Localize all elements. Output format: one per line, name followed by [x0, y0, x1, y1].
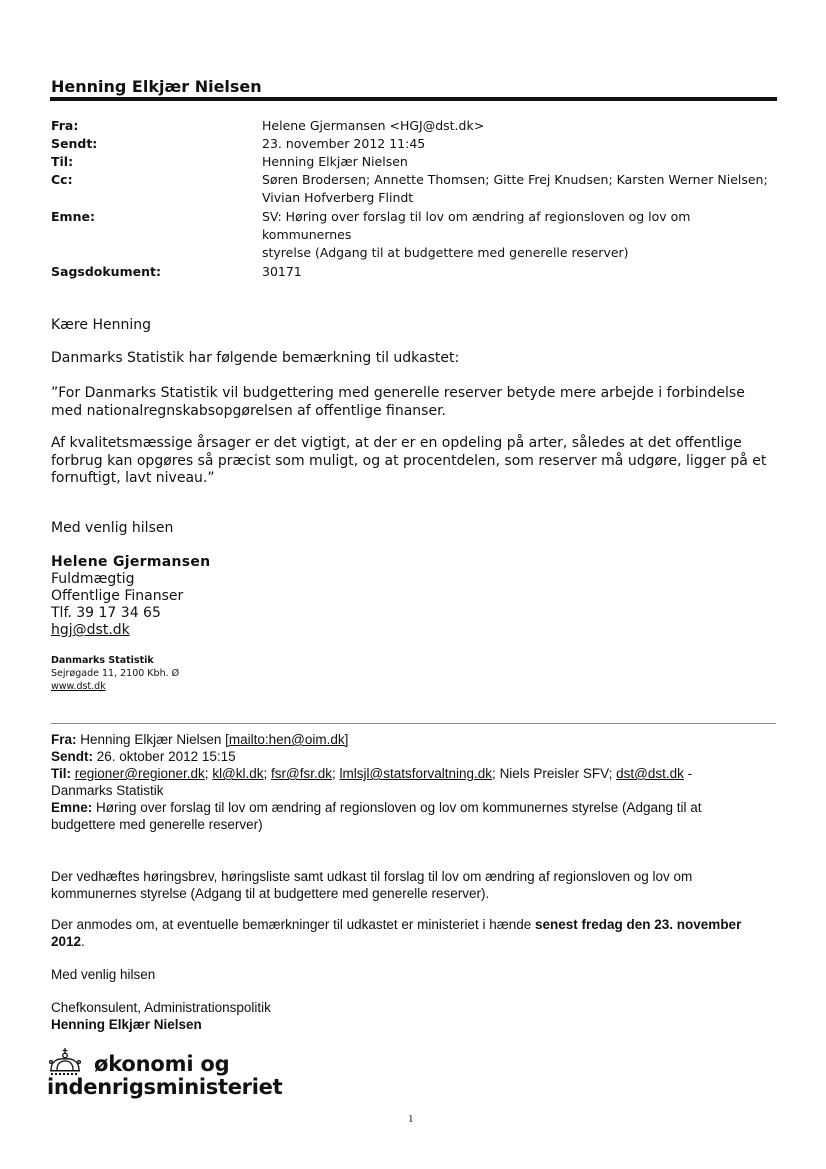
quote-2-line-3: fornuftigt, lavt niveau.”: [51, 470, 215, 486]
forward-body-paragraph-1: [51, 868, 776, 902]
recipient-header-name: Henning Elkjær Nielsen: [51, 77, 262, 96]
cc-label: Cc:: [51, 172, 73, 187]
crown-icon: [47, 1046, 83, 1076]
forward-closing: Med venlig hilsen: [51, 967, 156, 982]
forward-from-mailto-link[interactable]: [mailto:hen@oim.dk]: [225, 732, 349, 747]
signature-department: Offentlige Finanser: [51, 588, 184, 604]
to-statsforvaltning-link[interactable]: lmlsjl@statsforvaltning.dk: [339, 766, 493, 781]
cc-value: [262, 171, 782, 207]
forward-sent-value: 26. oktober 2012 15:15: [96, 749, 236, 764]
forward-from: [51, 731, 776, 748]
quote-2-line-2: forbrug kan opgøres så præcist som muligt, og at procentdelen, som reserver må udgøre, ligger på et: [51, 452, 767, 469]
forward-from-label: Fra:: [51, 732, 77, 747]
cc-line-2: Vivian Hofverberg Flindt: [262, 190, 414, 205]
sent-value: 23. november 2012 11:45: [262, 136, 426, 151]
to-regioner-link[interactable]: regioner@regioner.dk: [74, 766, 205, 781]
forward-from-name: Henning Elkjær Nielsen: [80, 732, 222, 747]
signature-name: Helene Gjermansen: [51, 554, 211, 570]
quote-1-line-2: med nationalregnskabsopgørelsen af offentlige finanser.: [51, 402, 446, 419]
forward-body-paragraph-2: Der anmodes om, at eventuelle bemærkninger til udkastet er ministeriet i hænde senest fredag den 23. november 2012.: [51, 917, 742, 949]
to-value: Henning Elkjær Nielsen: [262, 154, 408, 169]
forward-subject: [51, 799, 776, 833]
subject-line-1: SV: Høring over forslag til lov om ændring af regionsloven og lov om kommunernes: [262, 209, 691, 242]
cc-line-1: Søren Brodersen; Annette Thomsen; Gitte Frej Knudsen; Karsten Werner Nielsen;: [262, 172, 768, 187]
page-number: 1: [408, 1113, 414, 1125]
signature-email-link[interactable]: hgj@dst.dk: [51, 622, 130, 638]
to-danmarks-statistik: Danmarks Statistik: [51, 783, 164, 798]
case-doc-label: Sagsdokument:: [51, 264, 161, 279]
organization-website-link[interactable]: www.dst.dk: [51, 681, 106, 692]
case-doc-value: 30171: [262, 264, 302, 279]
subject-value: [262, 208, 782, 262]
signature-phone: Tlf. 39 17 34 65: [51, 605, 161, 621]
sent-label: Sendt:: [51, 136, 98, 151]
forward-divider: [51, 723, 776, 724]
to-label: Til:: [51, 154, 74, 169]
forward-subject-line-1: Høring over forslag til lov om ændring af regionsloven og lov om kommunernes styrelse (Adgang til at: [96, 800, 702, 815]
organization-name: Danmarks Statistik: [51, 655, 154, 666]
to-niels-preisler: Niels Preisler SFV;: [499, 766, 613, 781]
signature-title: Fuldmægtig: [51, 571, 135, 587]
subject-line-2: styrelse (Adgang til at budgettere med generelle reserver): [262, 245, 629, 260]
quote-paragraph-2: [51, 435, 781, 488]
subject-label: Emne:: [51, 209, 95, 224]
logo-line-2: indenrigsministeriet: [47, 1075, 283, 1099]
from-label: Fra:: [51, 118, 79, 133]
forward-signature-title: Chefkonsulent, Administrationspolitik: [51, 1000, 271, 1015]
forward-body-1-line-2: kommunernes styrelse (Adgang til at budgettere med generelle reserver).: [51, 886, 490, 901]
to-dst-link[interactable]: dst@dst.dk: [616, 766, 684, 781]
quote-1-line-1: ”For Danmarks Statistik vil budgettering med generelle reserver betyde mere arbejde i forbindelse: [51, 385, 745, 401]
header-rule: [50, 97, 777, 101]
forward-subject-label: Emne:: [51, 800, 93, 815]
from-value: Helene Gjermansen <HGJ@dst.dk>: [262, 118, 485, 133]
forward-subject-line-2: budgettere med generelle reserver): [51, 817, 263, 832]
forward-to: Til: regioner@regioner.dk; kl@kl.dk; fsr@fsr.dk; lmlsjl@statsforvaltning.dk; Niels Preisler SFV; dst@dst.dk - Danmarks Statistik: [51, 766, 693, 798]
organization-address: Sejrøgade 11, 2100 Kbh. Ø: [51, 668, 180, 679]
forward-sent: [51, 748, 776, 765]
ministry-logo: [47, 1044, 307, 1104]
quote-2-line-1: Af kvalitetsmæssige årsager er det vigtigt, at der er en opdeling på arter, således at det offentlige: [51, 435, 742, 451]
forward-body-1-line-1: Der vedhæftes høringsbrev, høringsliste samt udkast til forslag til lov om ændring af regionsloven og lov om: [51, 869, 693, 884]
to-kl-link[interactable]: kl@kl.dk: [212, 766, 264, 781]
quote-paragraph-1: [51, 385, 781, 420]
logo-line-1: økonomi og: [94, 1052, 230, 1076]
to-fsr-link[interactable]: fsr@fsr.dk: [271, 766, 333, 781]
greeting: Kære Henning: [51, 317, 151, 333]
forward-sent-label: Sendt:: [51, 749, 93, 764]
closing: Med venlig hilsen: [51, 520, 174, 536]
forward-body-2-year: 2012: [51, 934, 82, 949]
forward-signature-name: Henning Elkjær Nielsen: [51, 1017, 202, 1032]
intro-paragraph: Danmarks Statistik har følgende bemærkning til udkastet:: [51, 350, 460, 366]
forward-to-label: Til:: [51, 766, 71, 781]
forward-body-2-text: Der anmodes om, at eventuelle bemærkninger til udkastet er ministeriet i hænde: [51, 917, 532, 932]
forward-body-2-deadline: senest fredag den 23. november: [535, 917, 742, 932]
